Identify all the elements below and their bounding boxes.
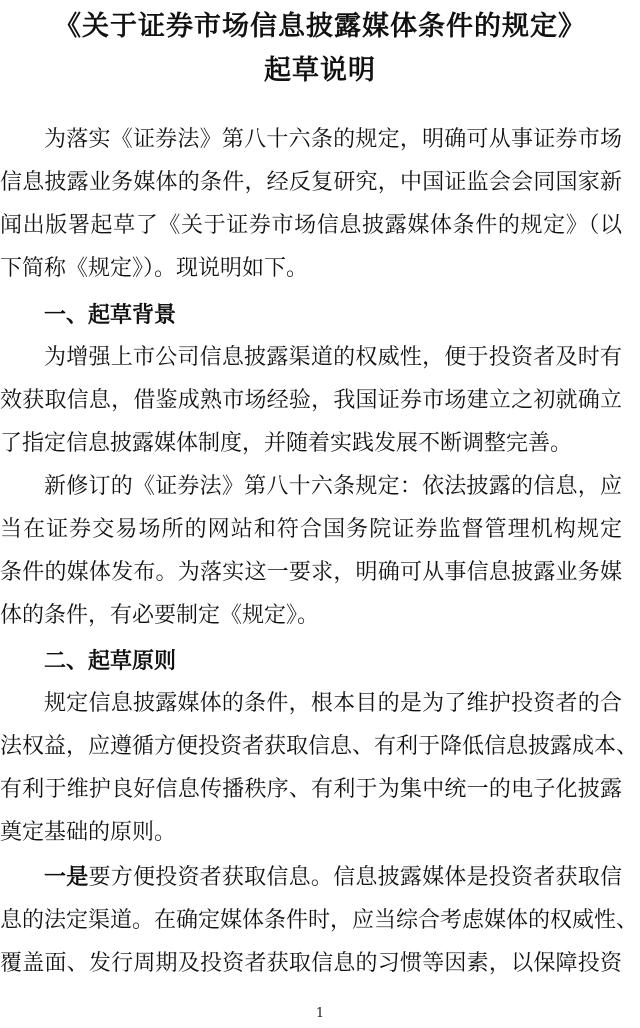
section-heading: 一、起草背景: [44, 303, 177, 328]
document-subtitle: 起草说明: [264, 55, 376, 86]
paragraph-line: 了指定信息披露媒体制度，并随着实践发展不断调整完善。: [0, 431, 573, 456]
paragraph-line: 新修订的《证券法》第八十六条规定：依法披露的信息，应: [44, 474, 622, 499]
point-lead: 一是: [44, 865, 89, 890]
paragraph-line: 体的条件，有必要制定《规定》。: [0, 603, 320, 628]
paragraph-line: 息的法定渠道。在确定媒体条件时，应当综合考虑媒体的权威性、: [0, 908, 639, 933]
paragraph-line: 有利于维护良好信息传播秩序、有利于为集中统一的电子化披露: [0, 777, 622, 802]
paragraph-line: 条件的媒体发布。为落实这一要求，明确可从事信息披露业务媒: [0, 560, 622, 585]
document-title: 《关于证券市场信息披露媒体条件的规定》: [54, 11, 586, 42]
paragraph-line: 为增强上市公司信息披露渠道的权威性，便于投资者及时有: [44, 345, 622, 370]
paragraph-line: 当在证券交易场所的网站和符合国务院证券监督管理机构规定: [0, 517, 622, 542]
paragraph-line: 法权益，应遵循方便投资者获取信息、有利于降低信息披露成本、: [0, 734, 639, 759]
paragraph-line: 效获取信息，借鉴成熟市场经验，我国证券市场建立之初就确立: [0, 388, 622, 413]
paragraph-line: 一是要方便投资者获取信息。信息披露媒体是投资者获取信: [44, 865, 622, 890]
paragraph-line: 信息披露业务媒体的条件，经反复研究，中国证监会会同国家新: [0, 170, 622, 195]
paragraph-line: 覆盖面、发行周期及投资者获取信息的习惯等因素，以保障投资: [0, 951, 622, 976]
paragraph-line: 奠定基础的原则。: [0, 820, 177, 845]
section-heading: 二、起草原则: [44, 649, 177, 674]
page-number: 1: [315, 1006, 325, 1021]
paragraph-line: 为落实《证券法》第八十六条的规定，明确可从事证券市场: [44, 127, 622, 152]
paragraph-line: 闻出版署起草了《关于证券市场信息披露媒体条件的规定》（以: [0, 213, 622, 238]
paragraph-line: 规定信息披露媒体的条件，根本目的是为了维护投资者的合: [44, 691, 622, 716]
paragraph-line: 下简称《规定》）。现说明如下。: [0, 256, 309, 281]
